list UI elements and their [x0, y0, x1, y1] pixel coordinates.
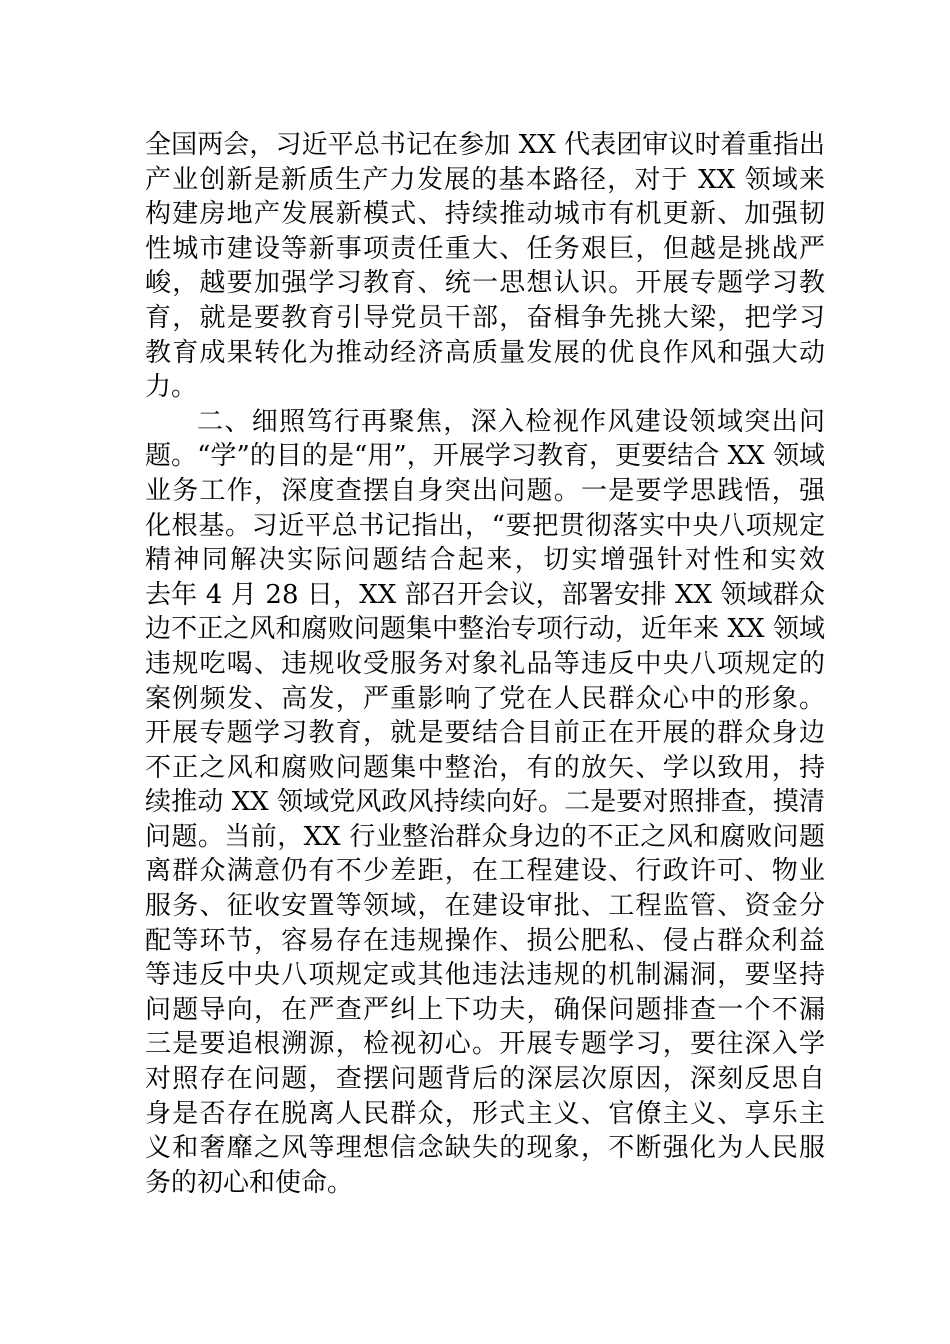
- body-text: [145, 128, 825, 1200]
- text-line: 教育成果转化为推动经济高质量发展的优良作风和强大动: [145, 337, 825, 368]
- text-line: 构建房地产发展新模式、持续推动城市有机更新、加强韧: [145, 199, 825, 230]
- text-line: 开展专题学习教育，就是要结合目前正在开展的群众身边: [145, 718, 825, 749]
- text-line: 去年 4 月 28 日，XX 部召开会议，部署安排 XX 领域群众: [145, 579, 825, 610]
- text-line: 化根基。习近平总书记指出，“要把贯彻落实中央八项规定: [145, 510, 825, 541]
- text-line: 题。“学”的目的是“用”，开展学习教育，更要结合 XX 领域: [145, 441, 825, 472]
- text-line: 力。: [145, 372, 198, 403]
- text-line: 业务工作，深度查摆自身突出问题。一是要学思践悟，强: [145, 475, 825, 506]
- text-line: 不正之风和腐败问题集中整治，有的放矢、学以致用，持: [145, 752, 825, 783]
- text-line: 续推动 XX 领域党风政风持续向好。二是要对照排查，摸清: [145, 787, 825, 818]
- text-line: 等违反中央八项规定或其他违法违规的机制漏洞，要坚持: [145, 960, 825, 991]
- text-line: 三是要追根溯源，检视初心。开展专题学习，要往深入学: [145, 1029, 825, 1060]
- text-line: 问题导向，在严查严纠上下功夫，确保问题排查一个不漏: [145, 994, 825, 1025]
- text-line: 义和奢靡之风等理想信念缺失的现象，不断强化为人民服: [145, 1133, 825, 1164]
- text-line: 离群众满意仍有不少差距，在工程建设、行政许可、物业: [145, 856, 825, 887]
- text-line: 产业创新是新质生产力发展的基本路径，对于 XX 领域来: [145, 164, 825, 195]
- text-line: 精神同解决实际问题结合起来，切实增强针对性和实效: [145, 545, 825, 576]
- section-heading-line: 二、细照笃行再聚焦，深入检视作风建设领域突出问: [197, 406, 825, 437]
- text-line: 问题。当前，XX 行业整治群众身边的不正之风和腐败问题: [145, 821, 825, 852]
- text-line: 身是否存在脱离人民群众，形式主义、官僚主义、享乐主: [145, 1098, 825, 1129]
- text-line: 育，就是要教育引导党员干部，奋楫争先挑大梁，把学习: [145, 302, 825, 333]
- text-line: 峻，越要加强学习教育、统一思想认识。开展专题学习教: [145, 268, 825, 299]
- text-line: 性城市建设等新事项责任重大、任务艰巨，但越是挑战严: [145, 233, 825, 264]
- text-line: 案例频发、高发，严重影响了党在人民群众心中的形象。: [145, 683, 825, 714]
- text-line: 违规吃喝、违规收受服务对象礼品等违反中央八项规定的: [145, 648, 825, 679]
- text-line: 对照存在问题，查摆问题背后的深层次原因，深刻反思自: [145, 1064, 825, 1095]
- text-line: 配等环节，容易存在违规操作、损公肥私、侵占群众利益: [145, 925, 825, 956]
- text-line: 边不正之风和腐败问题集中整治专项行动，近年来 XX 领域: [145, 614, 825, 645]
- text-line: 全国两会，习近平总书记在参加 XX 代表团审议时着重指出: [145, 130, 825, 160]
- text-line: 务的初心和使命。: [145, 1167, 354, 1198]
- text-line: 服务、征收安置等领域，在建设审批、工程监管、资金分: [145, 891, 825, 922]
